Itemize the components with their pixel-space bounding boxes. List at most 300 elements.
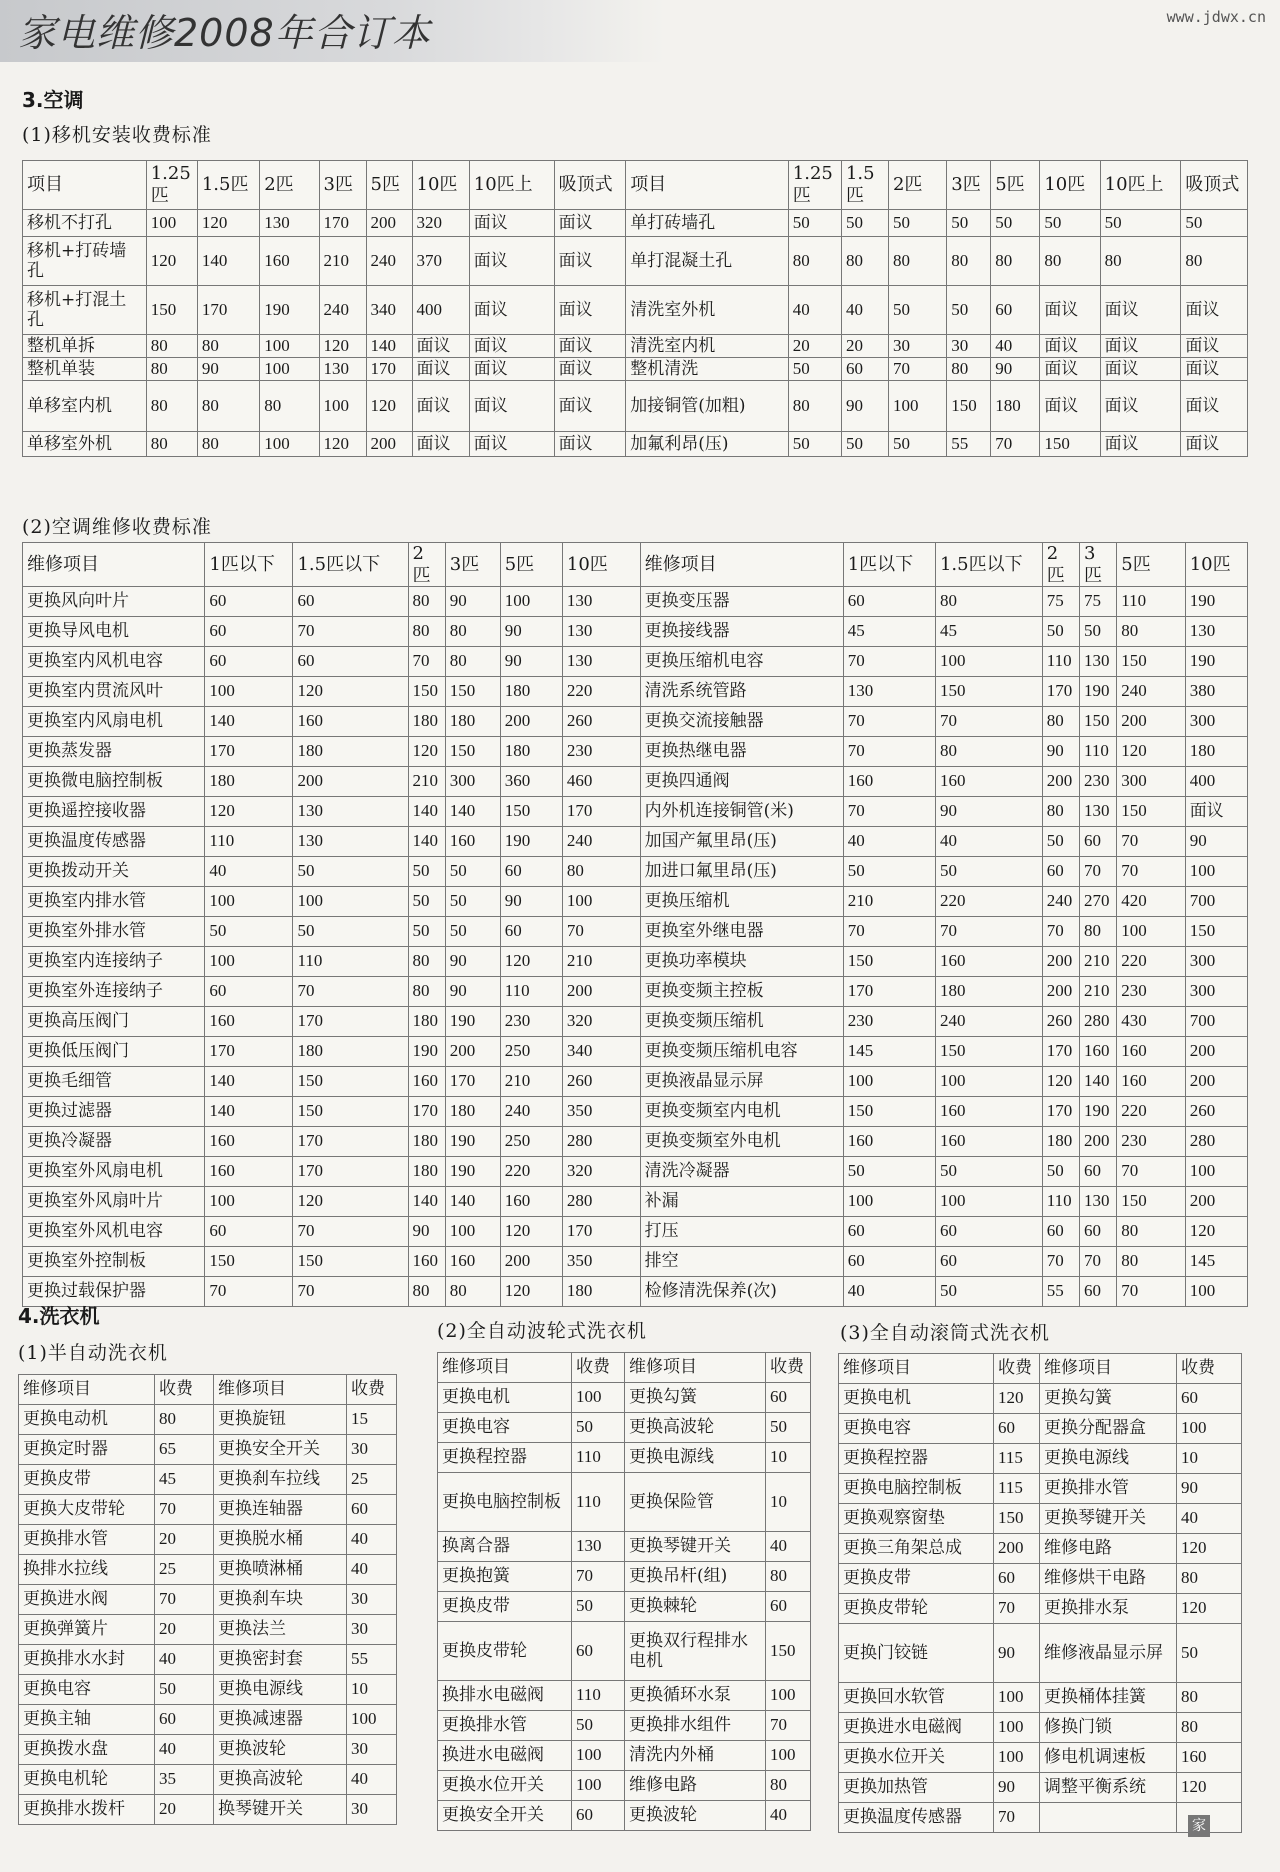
table-row <box>839 1474 1242 1504</box>
table-cell: 200 <box>1042 767 1079 797</box>
table-cell: 200 <box>366 210 412 237</box>
table-cell: 170 <box>1042 1097 1079 1127</box>
table-cell: 240 <box>1042 887 1079 917</box>
table-cell: 120 <box>1042 1067 1079 1097</box>
table-cell: 50 <box>445 887 500 917</box>
column-header: 1.5匹 <box>197 161 259 210</box>
price-cell: 70 <box>572 1562 625 1592</box>
table-cell: 70 <box>991 432 1040 457</box>
row-label: 更换四通阀 <box>640 767 843 797</box>
price-cell: 40 <box>766 1801 811 1831</box>
item-label: 维修电路 <box>1040 1534 1177 1564</box>
price-cell: 100 <box>766 1681 811 1711</box>
table-cell: 140 <box>205 1067 293 1097</box>
price-cell: 120 <box>1177 1534 1242 1564</box>
table-cell: 90 <box>408 1217 445 1247</box>
table-cell: 140 <box>205 1097 293 1127</box>
table-cell: 180 <box>935 977 1042 1007</box>
table-cell: 80 <box>445 617 500 647</box>
price-cell: 60 <box>766 1383 811 1413</box>
price-cell: 35 <box>155 1765 214 1795</box>
table-cell: 面议 <box>1100 358 1181 381</box>
table-row <box>23 1217 1248 1247</box>
table-cell: 60 <box>1042 857 1079 887</box>
table-cell: 160 <box>293 707 408 737</box>
price-cell: 110 <box>572 1681 625 1711</box>
table-row <box>839 1504 1242 1534</box>
price-cell: 150 <box>994 1504 1040 1534</box>
table-cell: 180 <box>293 737 408 767</box>
table-cell: 60 <box>1080 1157 1117 1187</box>
ac-section-title: 3.空调 <box>22 88 84 112</box>
table-cell: 60 <box>293 647 408 677</box>
table-cell: 170 <box>408 1097 445 1127</box>
row-label: 更换室内排水管 <box>23 887 205 917</box>
table-cell: 240 <box>366 237 412 286</box>
table-cell: 80 <box>1042 707 1079 737</box>
row-label: 清洗系统管路 <box>640 677 843 707</box>
price-cell: 25 <box>347 1465 397 1495</box>
table-cell: 80 <box>1117 617 1185 647</box>
table-cell: 360 <box>500 767 562 797</box>
column-header: 维修项目 <box>23 543 205 587</box>
table-cell: 160 <box>935 767 1042 797</box>
price-cell: 80 <box>155 1405 214 1435</box>
row-label: 打压 <box>640 1217 843 1247</box>
table-cell: 180 <box>500 677 562 707</box>
price-cell: 115 <box>994 1444 1040 1474</box>
item-label: 更换电机轮 <box>19 1765 155 1795</box>
table-cell: 170 <box>293 1157 408 1187</box>
table-cell: 80 <box>1042 797 1079 827</box>
price-cell: 90 <box>994 1624 1040 1683</box>
table-cell: 120 <box>500 1217 562 1247</box>
table-cell: 面议 <box>1181 432 1248 457</box>
item-label: 更换电源线 <box>214 1675 347 1705</box>
row-label: 更换高压阀门 <box>23 1007 205 1037</box>
table-cell: 60 <box>843 1217 935 1247</box>
column-header: 5匹 <box>991 161 1040 210</box>
table-cell: 50 <box>445 857 500 887</box>
table-cell: 50 <box>935 1277 1042 1307</box>
table-cell: 140 <box>197 237 259 286</box>
item-label: 换离合器 <box>438 1532 572 1562</box>
table-cell: 60 <box>935 1247 1042 1277</box>
table-cell: 200 <box>1185 1067 1247 1097</box>
table-cell: 120 <box>146 237 197 286</box>
item-label: 更换法兰 <box>214 1615 347 1645</box>
table-cell: 110 <box>1080 737 1117 767</box>
table-cell: 300 <box>1117 767 1185 797</box>
price-cell: 30 <box>347 1435 397 1465</box>
table-row <box>23 917 1248 947</box>
table-cell: 110 <box>1042 647 1079 677</box>
column-header: 1.5匹以下 <box>935 543 1042 587</box>
price-cell: 10 <box>347 1675 397 1705</box>
column-header: 维修项目 <box>214 1375 347 1405</box>
table-cell: 90 <box>500 887 562 917</box>
table-cell: 200 <box>1185 1187 1247 1217</box>
price-cell: 100 <box>1177 1414 1242 1444</box>
table-cell: 220 <box>500 1157 562 1187</box>
item-label: 更换循环水泵 <box>625 1681 766 1711</box>
table-cell: 150 <box>146 286 197 335</box>
table-cell: 80 <box>1117 1217 1185 1247</box>
table-cell: 250 <box>500 1037 562 1067</box>
table-cell: 面议 <box>554 335 626 358</box>
table-cell: 50 <box>788 358 841 381</box>
item-label: 更换分配器盒 <box>1040 1414 1177 1444</box>
table-cell: 300 <box>1185 707 1247 737</box>
item-label: 更换电机 <box>839 1384 994 1414</box>
table-cell: 160 <box>445 1247 500 1277</box>
washer-pulsator-title: (2)全自动波轮式洗衣机 <box>437 1320 647 1342</box>
row-label: 更换室内风机电容 <box>23 647 205 677</box>
item-label: 更换电脑控制板 <box>438 1473 572 1532</box>
table-cell: 280 <box>1185 1127 1247 1157</box>
item-label: 更换高波轮 <box>214 1765 347 1795</box>
table-cell: 200 <box>1080 1127 1117 1157</box>
table-cell: 80 <box>408 617 445 647</box>
table-cell: 120 <box>197 210 259 237</box>
table-cell: 250 <box>500 1127 562 1157</box>
table-cell: 60 <box>205 977 293 1007</box>
price-cell: 30 <box>347 1585 397 1615</box>
table-cell: 150 <box>408 677 445 707</box>
price-cell: 50 <box>572 1711 625 1741</box>
item-label: 更换皮带轮 <box>438 1622 572 1681</box>
table-row <box>19 1435 397 1465</box>
table-cell: 面议 <box>469 210 554 237</box>
item-label: 更换进水电磁阀 <box>839 1713 994 1743</box>
table-cell: 80 <box>935 587 1042 617</box>
row-label: 更换过载保护器 <box>23 1277 205 1307</box>
table-cell: 170 <box>319 210 366 237</box>
price-cell: 120 <box>1177 1594 1242 1624</box>
table-cell: 70 <box>562 917 640 947</box>
table-cell: 110 <box>1042 1187 1079 1217</box>
table-row <box>19 1495 397 1525</box>
price-cell: 50 <box>766 1413 811 1443</box>
table-cell: 40 <box>843 827 935 857</box>
table-row <box>438 1801 811 1831</box>
table-row <box>23 1097 1248 1127</box>
price-cell: 20 <box>155 1795 214 1825</box>
table-cell: 面议 <box>412 335 469 358</box>
table-cell: 230 <box>843 1007 935 1037</box>
table-cell: 面议 <box>469 237 554 286</box>
table-cell: 120 <box>319 335 366 358</box>
column-header: 1.5匹以下 <box>293 543 408 587</box>
table-cell: 100 <box>146 210 197 237</box>
table-cell: 240 <box>935 1007 1042 1037</box>
row-label: 更换变频压缩机 <box>640 1007 843 1037</box>
table-cell: 80 <box>1117 1247 1185 1277</box>
column-header: 收费 <box>1177 1354 1242 1384</box>
row-label: 更换导风电机 <box>23 617 205 647</box>
table-cell: 80 <box>947 358 991 381</box>
table-cell: 30 <box>888 335 946 358</box>
table-cell: 30 <box>947 335 991 358</box>
column-header: 收费 <box>994 1354 1040 1384</box>
table-row <box>839 1743 1242 1773</box>
price-cell: 40 <box>347 1555 397 1585</box>
table-cell: 70 <box>935 707 1042 737</box>
table-cell: 80 <box>445 647 500 677</box>
column-header: 项目 <box>23 161 147 210</box>
table-cell: 50 <box>947 286 991 335</box>
header-title: 家电维修2008年合订本 <box>18 11 431 55</box>
price-cell: 50 <box>1177 1624 1242 1683</box>
table-cell: 350 <box>562 1097 640 1127</box>
item-label: 更换勾簧 <box>1040 1384 1177 1414</box>
table-cell: 100 <box>1117 917 1185 947</box>
table-cell: 380 <box>1185 677 1247 707</box>
row-label: 更换过滤器 <box>23 1097 205 1127</box>
price-cell: 20 <box>155 1525 214 1555</box>
table-cell: 170 <box>562 1217 640 1247</box>
table-cell: 面议 <box>554 286 626 335</box>
table-cell: 90 <box>197 358 259 381</box>
table-cell: 320 <box>562 1007 640 1037</box>
price-cell: 100 <box>572 1771 625 1801</box>
table-cell: 140 <box>445 797 500 827</box>
table-cell: 75 <box>1042 587 1079 617</box>
row-label: 单移室内机 <box>23 381 147 432</box>
table-cell: 160 <box>935 1097 1042 1127</box>
price-cell: 80 <box>1177 1564 1242 1594</box>
price-cell: 30 <box>347 1615 397 1645</box>
row-label: 检修清洗保养(次) <box>640 1277 843 1307</box>
table-cell: 200 <box>500 707 562 737</box>
table-row <box>23 737 1248 767</box>
table-cell: 面议 <box>1040 358 1100 381</box>
table-cell: 320 <box>412 210 469 237</box>
price-cell: 25 <box>155 1555 214 1585</box>
table-cell: 210 <box>843 887 935 917</box>
row-label: 更换冷凝器 <box>23 1127 205 1157</box>
table-cell: 100 <box>935 1067 1042 1097</box>
item-label: 更换电容 <box>438 1413 572 1443</box>
item-label: 更换拨水盘 <box>19 1735 155 1765</box>
table-cell: 面议 <box>469 432 554 457</box>
row-label: 更换遥控接收器 <box>23 797 205 827</box>
table-cell: 100 <box>935 647 1042 677</box>
table-cell: 170 <box>445 1067 500 1097</box>
table-cell: 150 <box>205 1247 293 1277</box>
table-cell: 150 <box>1117 1187 1185 1217</box>
table-cell: 150 <box>445 677 500 707</box>
item-label: 更换皮带 <box>839 1564 994 1594</box>
table-cell: 140 <box>1080 1067 1117 1097</box>
table-cell: 面议 <box>554 237 626 286</box>
column-header: 3匹 <box>319 161 366 210</box>
table-cell: 160 <box>500 1187 562 1217</box>
price-cell: 15 <box>347 1405 397 1435</box>
table-cell: 50 <box>293 857 408 887</box>
table-cell: 100 <box>843 1067 935 1097</box>
table-cell: 80 <box>408 587 445 617</box>
table-cell: 40 <box>841 286 888 335</box>
table-row <box>438 1383 811 1413</box>
table-row <box>23 237 1248 286</box>
table-cell: 80 <box>146 381 197 432</box>
table-cell: 200 <box>293 767 408 797</box>
table-cell: 100 <box>888 381 946 432</box>
table-cell: 190 <box>500 827 562 857</box>
column-header: 1.25匹 <box>146 161 197 210</box>
row-label: 加国产氟里昂(压) <box>640 827 843 857</box>
table-cell: 60 <box>205 587 293 617</box>
table-row <box>19 1555 397 1585</box>
table-cell: 50 <box>843 1157 935 1187</box>
table-row <box>438 1562 811 1592</box>
table-cell: 260 <box>1042 1007 1079 1037</box>
column-header: 1.25匹 <box>788 161 841 210</box>
table-cell: 80 <box>1080 917 1117 947</box>
table-cell: 150 <box>1117 797 1185 827</box>
row-label: 更换室内风扇电机 <box>23 707 205 737</box>
price-cell: 60 <box>572 1622 625 1681</box>
table-cell: 40 <box>205 857 293 887</box>
item-label: 维修电路 <box>625 1771 766 1801</box>
table-cell: 100 <box>1185 1277 1247 1307</box>
price-cell: 50 <box>572 1413 625 1443</box>
table-cell: 100 <box>445 1217 500 1247</box>
row-label: 更换变频主控板 <box>640 977 843 1007</box>
table-cell: 160 <box>1117 1037 1185 1067</box>
table-cell: 80 <box>408 977 445 1007</box>
table-cell: 面议 <box>412 358 469 381</box>
table-row <box>23 335 1248 358</box>
table-cell: 200 <box>445 1037 500 1067</box>
table-cell: 80 <box>445 1277 500 1307</box>
price-cell: 100 <box>347 1705 397 1735</box>
column-header: 5匹 <box>366 161 412 210</box>
table-row <box>23 767 1248 797</box>
table-cell: 面议 <box>469 335 554 358</box>
table-cell: 240 <box>500 1097 562 1127</box>
table-cell: 230 <box>500 1007 562 1037</box>
table-cell: 180 <box>1042 1127 1079 1157</box>
table-cell: 50 <box>888 432 946 457</box>
price-cell: 80 <box>766 1771 811 1801</box>
table-cell: 面议 <box>1181 358 1248 381</box>
table-cell: 300 <box>1185 977 1247 1007</box>
table-cell: 170 <box>366 358 412 381</box>
washer-semi-table <box>18 1374 397 1825</box>
item-label: 更换排水组件 <box>625 1711 766 1741</box>
table-cell: 60 <box>843 587 935 617</box>
table-cell: 145 <box>1185 1247 1247 1277</box>
table-cell: 130 <box>1080 1187 1117 1217</box>
table-cell: 180 <box>408 1157 445 1187</box>
price-cell: 110 <box>572 1443 625 1473</box>
table-cell: 140 <box>408 827 445 857</box>
table-cell: 230 <box>562 737 640 767</box>
row-label: 更换室外风扇电机 <box>23 1157 205 1187</box>
table-cell: 200 <box>562 977 640 1007</box>
item-label: 更换水位开关 <box>438 1771 572 1801</box>
table-cell: 190 <box>1185 587 1247 617</box>
table-row <box>839 1773 1242 1803</box>
table-cell: 130 <box>319 358 366 381</box>
table-row <box>23 677 1248 707</box>
table-row <box>19 1405 397 1435</box>
table-cell: 140 <box>445 1187 500 1217</box>
table-cell: 150 <box>1117 647 1185 677</box>
item-label: 更换高波轮 <box>625 1413 766 1443</box>
table-cell: 150 <box>947 381 991 432</box>
table-cell: 180 <box>562 1277 640 1307</box>
table-cell: 110 <box>293 947 408 977</box>
table-cell: 120 <box>500 1277 562 1307</box>
table-cell: 100 <box>1185 857 1247 887</box>
price-cell: 10 <box>766 1473 811 1532</box>
item-label: 修换门锁 <box>1040 1713 1177 1743</box>
table-cell: 55 <box>947 432 991 457</box>
table-cell: 面议 <box>1100 335 1181 358</box>
price-cell: 100 <box>572 1383 625 1413</box>
table-cell: 50 <box>1040 210 1100 237</box>
table-cell: 80 <box>408 1277 445 1307</box>
item-label: 更换皮带 <box>438 1592 572 1622</box>
table-cell: 120 <box>293 1187 408 1217</box>
table-cell: 160 <box>205 1007 293 1037</box>
table-cell: 70 <box>843 917 935 947</box>
price-cell: 80 <box>1177 1713 1242 1743</box>
row-label: 更换拨动开关 <box>23 857 205 887</box>
table-row <box>839 1564 1242 1594</box>
item-label: 更换桶体挂簧 <box>1040 1683 1177 1713</box>
table-cell: 70 <box>293 977 408 1007</box>
column-header: 5匹 <box>500 543 562 587</box>
price-cell: 40 <box>155 1735 214 1765</box>
row-label: 加氟利昂(压) <box>626 432 789 457</box>
row-label: 更换变压器 <box>640 587 843 617</box>
table-row <box>23 707 1248 737</box>
table-cell: 190 <box>1080 677 1117 707</box>
row-label: 更换变频压缩机电容 <box>640 1037 843 1067</box>
table-row <box>23 1157 1248 1187</box>
table-cell: 70 <box>888 358 946 381</box>
table-cell: 70 <box>1117 857 1185 887</box>
table-cell: 240 <box>319 286 366 335</box>
table-cell: 400 <box>412 286 469 335</box>
table-row <box>19 1465 397 1495</box>
table-cell: 40 <box>991 335 1040 358</box>
table-cell: 180 <box>408 1007 445 1037</box>
table-cell: 700 <box>1185 1007 1247 1037</box>
table-cell: 70 <box>843 797 935 827</box>
table-cell: 50 <box>843 857 935 887</box>
row-label: 更换室外风扇叶片 <box>23 1187 205 1217</box>
ac-repair-title: (2)空调维修收费标准 <box>22 516 212 538</box>
table-cell: 130 <box>562 617 640 647</box>
header-url: www.jdwx.cn <box>1166 8 1266 26</box>
price-cell: 45 <box>155 1465 214 1495</box>
table-row <box>438 1771 811 1801</box>
table-cell: 130 <box>260 210 319 237</box>
table-cell: 700 <box>1185 887 1247 917</box>
table-header-row <box>19 1375 397 1405</box>
price-cell: 100 <box>994 1683 1040 1713</box>
table-row <box>23 857 1248 887</box>
table-row <box>839 1803 1242 1833</box>
table-cell: 100 <box>293 887 408 917</box>
price-cell: 50 <box>572 1592 625 1622</box>
table-cell: 200 <box>500 1247 562 1277</box>
